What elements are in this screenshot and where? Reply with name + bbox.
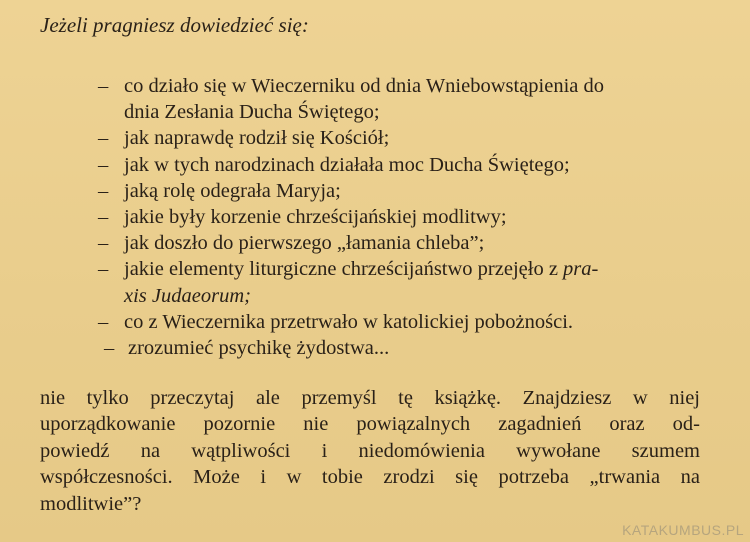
list-dash: – [98, 179, 109, 202]
list-item [0, 125, 750, 151]
list-item [0, 204, 750, 230]
closing-paragraph [40, 385, 700, 517]
paragraph-line: nie tylko przeczytaj ale przemyśl tę książkę. Znajdziesz w niej [40, 387, 700, 409]
list-dash: – [104, 337, 115, 360]
paragraph-line: uporządkowanie pozornie nie powiązalnych zagadnień oraz od- [40, 413, 700, 436]
paragraph-line: modlitwie”? [40, 492, 142, 515]
list-dash: – [98, 153, 109, 176]
list-item [0, 230, 750, 256]
list-dash: – [98, 206, 109, 229]
list-item-text: co z Wieczernika przetrwało w katolickiej pobożności. [124, 310, 574, 333]
list-item [0, 73, 750, 125]
list-item-text: co działo się w Wieczerniku od dnia Wniebowstąpienia do [124, 75, 605, 97]
list-item-text: jak w tych narodzinach działała moc Ducha Świętego; [124, 153, 570, 176]
list-dash: – [98, 127, 109, 150]
topic-list [0, 73, 750, 361]
paragraph-line: powiedź na wątpliwości i niedomówienia wywołane szumem [40, 439, 700, 462]
list-item-text-italic: pra- [563, 258, 599, 281]
list-item-text: jak naprawdę rodził się Kościół; [124, 127, 390, 150]
list-dash: – [98, 75, 109, 97]
list-item-text-italic-continued: xis Judaeorum; [124, 284, 251, 307]
list-item [0, 309, 750, 335]
list-dash: – [98, 258, 109, 281]
list-item-text-continued: dnia Zesłania Ducha Świętego; [124, 101, 380, 124]
list-dash: – [98, 310, 109, 333]
list-dash: – [98, 232, 109, 255]
list-item [0, 178, 750, 204]
list-item-text: jakie elementy liturgiczne chrześcijaństwo przejęło z [124, 258, 558, 281]
list-item-text: jakie były korzenie chrześcijańskiej modlitwy; [124, 206, 507, 229]
list-item-text: jaką rolę odegrała Maryja; [124, 179, 341, 202]
list-item [0, 152, 750, 178]
list-item [0, 256, 750, 308]
list-item-text: zrozumieć psychikę żydostwa... [128, 337, 390, 360]
site-watermark: KATAKUMBUS.PL [622, 522, 744, 538]
paragraph-line: współczesności. Może i w tobie zrodzi się potrzeba „trwania na [40, 466, 700, 489]
list-item [0, 335, 750, 361]
intro-heading: Jeżeli pragniesz dowiedzieć się: [40, 13, 309, 37]
list-item-text: jak doszło do pierwszego „łamania chleba”; [124, 232, 485, 255]
